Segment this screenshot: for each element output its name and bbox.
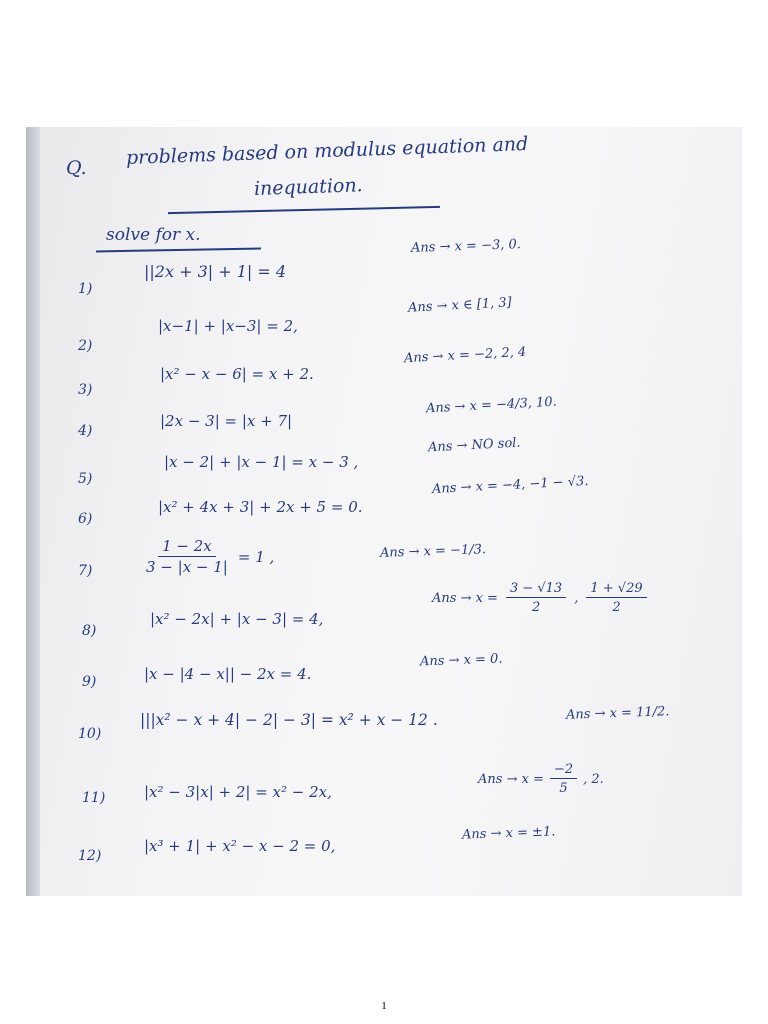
page-edge-shadow	[26, 127, 40, 896]
problem-equation: |x−1| + |x−3| = 2,	[158, 317, 298, 335]
heading-line-2: inequation.	[253, 174, 364, 200]
fraction-numerator: 1 − 2x	[158, 539, 216, 557]
answer-fraction	[506, 582, 566, 614]
problem-equation: |x² − 2x| + |x − 3| = 4,	[150, 610, 324, 628]
problem-equation: ||2x + 3| + 1| = 4	[144, 262, 287, 281]
problem-answer: Ans → x = −4, −1 − √3.	[431, 473, 589, 498]
problem-number: 9)	[82, 674, 97, 690]
fraction-numerator: −2	[550, 763, 577, 779]
fraction-denominator: 2	[612, 600, 621, 615]
problem-number: 3)	[78, 382, 93, 398]
answer-prefix: Ans → x =	[478, 771, 544, 787]
problem-equation: |x³ + 1| + x² − x − 2 = 0,	[144, 837, 336, 855]
page-number: 1	[381, 1000, 387, 1012]
problem-number: 10)	[78, 726, 102, 742]
problem-equation: |x² − 3|x| + 2| = x² − 2x,	[144, 783, 332, 801]
problem-number: 4)	[78, 423, 93, 439]
fraction-denominator: 2	[531, 600, 541, 615]
problem-answer: Ans → x = −2, 2, 4	[403, 344, 527, 367]
problem-answer: Ans → x = −3, 0.	[410, 237, 522, 256]
fraction	[146, 539, 228, 575]
equation-rhs: = 1 ,	[237, 547, 275, 566]
problem-number: 7)	[78, 563, 93, 579]
question-marker: Q.	[66, 157, 87, 179]
problem-number: 5)	[78, 471, 93, 487]
heading-line-1: problems based on modulus equation and	[125, 132, 529, 169]
problem-equation: |||x² − x + 4| − 2| − 3| = x² + x − 12 .	[140, 711, 438, 729]
problem-equation: |x − 2| + |x − 1| = x − 3 ,	[164, 453, 359, 471]
problem-answer: Ans → x = 0.	[419, 651, 503, 670]
handwritten-page-photo	[26, 127, 742, 896]
problem-number: 2)	[78, 338, 93, 354]
problem-number: 8)	[82, 623, 97, 639]
answer-prefix: Ans → x =	[432, 590, 498, 606]
fraction-numerator: 1 + √29	[586, 582, 646, 598]
problem-answer: Ans → x = ±1.	[461, 824, 556, 843]
subheading-underline	[96, 248, 261, 252]
problem-number: 1)	[78, 281, 93, 297]
problem-answer: Ans → x = 11/2.	[565, 704, 670, 723]
problem-number: 11)	[82, 790, 106, 806]
problem-answer: Ans → x = −1/3.	[379, 542, 487, 561]
answer-suffix: , 2.	[583, 771, 604, 787]
problem-equation	[146, 539, 274, 575]
problem-answer: Ans → x = −4/3, 10.	[425, 394, 558, 417]
problem-answer	[478, 763, 604, 795]
fraction-numerator: 3 − √13	[506, 582, 566, 598]
problem-number: 6)	[78, 511, 93, 527]
problem-answer: Ans → NO sol.	[427, 435, 521, 456]
answer-fraction	[586, 582, 646, 614]
fraction-denominator: 3 − |x − 1|	[146, 558, 228, 576]
problem-equation: |x − |4 − x|| − 2x = 4.	[144, 665, 312, 683]
problem-number: 12)	[78, 848, 102, 864]
problem-answer: Ans → x ∈ [1, 3]	[407, 295, 513, 316]
problem-equation: |x² − x − 6| = x + 2.	[160, 365, 314, 383]
answer-fraction	[550, 763, 577, 795]
subheading: solve for x.	[106, 225, 201, 245]
problem-answer: Ans → x = $\frac{3 - √13}{2}$ , $\frac{1 + √29}{2}$	[432, 582, 647, 614]
heading-underline	[168, 206, 440, 214]
problem-equation: |2x − 3| = |x + 7|	[160, 412, 293, 430]
fraction-denominator: 5	[559, 781, 568, 796]
problem-equation: |x² + 4x + 3| + 2x + 5 = 0.	[158, 498, 363, 516]
